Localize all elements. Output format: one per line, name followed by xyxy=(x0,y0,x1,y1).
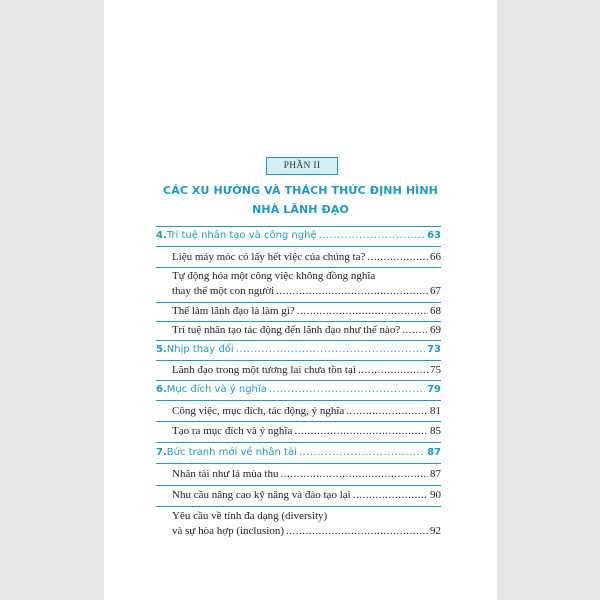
leader-dots xyxy=(353,489,428,501)
page-number: 75 xyxy=(430,364,441,376)
separator xyxy=(156,400,441,401)
chapter-number: 5. xyxy=(156,344,167,355)
page-number: 92 xyxy=(430,525,441,537)
chapter-title: Mục đích và ý nghĩa xyxy=(166,384,267,395)
separator xyxy=(156,340,441,341)
separator xyxy=(156,506,441,507)
book-page xyxy=(104,0,497,600)
separator xyxy=(156,442,441,443)
part-title-line-1: CÁC XU HƯỚNG VÀ THÁCH THỨC ĐỊNH HÌNH xyxy=(163,184,438,197)
leader-dots xyxy=(236,344,425,355)
leader-dots xyxy=(269,384,425,395)
chapter-number: 4. xyxy=(156,230,167,241)
section-title: Nhân tài như lá mùa thu xyxy=(172,468,279,480)
chapter-number: 7. xyxy=(156,447,167,458)
leader-dots xyxy=(276,285,428,297)
section-title: và sự hòa hợp (inclusion) xyxy=(172,525,284,537)
toc-section[interactable] xyxy=(156,305,441,317)
separator xyxy=(156,421,441,422)
leader-dots xyxy=(319,230,425,241)
page-number: 66 xyxy=(430,251,441,263)
part-title-line-2: NHÀ LÃNH ĐẠO xyxy=(252,203,349,216)
section-title: Tạo ra mục đích và ý nghĩa xyxy=(172,425,293,437)
page-number: 81 xyxy=(430,405,441,417)
page-number: 67 xyxy=(430,285,441,297)
section-title: Công việc, mục đích, tác động, ý nghĩa xyxy=(172,405,345,417)
toc-section[interactable] xyxy=(156,364,441,376)
leader-dots xyxy=(299,447,425,458)
page-number: 68 xyxy=(430,305,441,317)
leader-dots xyxy=(297,305,428,317)
leader-dots xyxy=(286,525,428,537)
page-number: 90 xyxy=(430,489,441,501)
toc-section[interactable] xyxy=(156,510,441,537)
separator xyxy=(156,485,441,486)
toc-chapter-6[interactable] xyxy=(156,384,441,395)
section-title: Nhu cầu nâng cao kỹ năng và đào tạo lại xyxy=(172,489,351,501)
separator xyxy=(156,321,441,322)
leader-dots xyxy=(367,251,428,263)
page-number: 73 xyxy=(427,344,441,355)
chapter-number: 6. xyxy=(156,384,167,395)
separator xyxy=(156,380,441,381)
separator xyxy=(156,226,441,227)
toc-section[interactable] xyxy=(156,270,441,297)
page-number: 85 xyxy=(430,425,441,437)
leader-dots xyxy=(346,405,428,417)
toc-section[interactable] xyxy=(156,405,441,417)
section-title: Trí tuệ nhân tạo tác động đến lãnh đạo như thế nào? xyxy=(172,324,401,336)
page-number: 87 xyxy=(427,447,441,458)
leader-dots xyxy=(402,324,428,336)
page-number: 69 xyxy=(430,324,441,336)
chapter-title: Trí tuệ nhân tạo và công nghệ xyxy=(166,230,317,241)
section-title: Liệu máy móc có lấy hết việc của chúng ta? xyxy=(172,251,366,263)
toc-section[interactable] xyxy=(156,324,441,336)
separator xyxy=(156,246,441,247)
page-number: 79 xyxy=(427,384,441,395)
toc-section[interactable] xyxy=(156,489,441,501)
page-number: 87 xyxy=(430,468,441,480)
section-title: Thế làm lãnh đạo là làm gì? xyxy=(172,305,295,317)
toc-section[interactable] xyxy=(156,251,441,263)
section-title-line-1: Tự động hóa một công việc không đồng nghĩa xyxy=(172,270,376,282)
toc-section[interactable] xyxy=(156,468,441,480)
part-label: PHẦN II xyxy=(266,157,338,175)
separator xyxy=(156,302,441,303)
toc-chapter-4[interactable] xyxy=(156,230,441,241)
page-number: 63 xyxy=(427,230,441,241)
leader-dots xyxy=(358,364,428,376)
separator xyxy=(156,360,441,361)
toc-chapter-5[interactable] xyxy=(156,344,441,355)
toc-chapter-7[interactable] xyxy=(156,447,441,458)
section-title: Lãnh đạo trong một tương lai chưa tồn tại xyxy=(172,364,356,376)
section-title-line-1: Yêu cầu về tính đa dạng (diversity) xyxy=(172,510,328,522)
section-title: thay thế một con người xyxy=(172,285,275,297)
chapter-title: Nhịp thay đổi xyxy=(166,344,234,355)
separator xyxy=(156,463,441,464)
chapter-title: Bức tranh mới về nhân tài xyxy=(166,447,297,458)
toc-section[interactable] xyxy=(156,425,441,437)
leader-dots xyxy=(294,425,428,437)
separator xyxy=(156,267,441,268)
leader-dots xyxy=(280,468,428,480)
